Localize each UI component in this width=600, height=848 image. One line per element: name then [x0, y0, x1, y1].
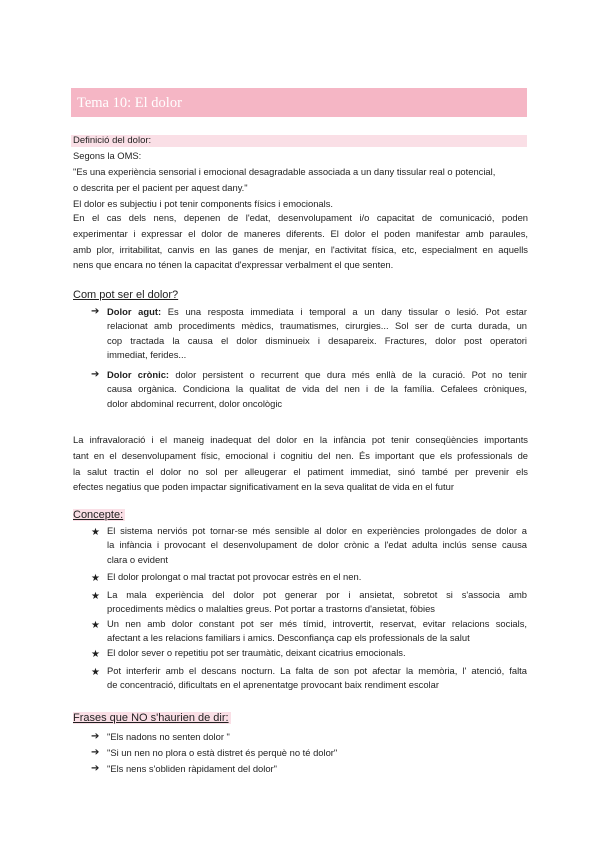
list-item-dolor-cronic [107, 368, 527, 411]
children-paragraph [73, 210, 528, 273]
text-line: cop tractada la causa el dolor disminueix i desapareix. Fractures, dolor post operatori [107, 334, 527, 346]
text-line: El sistema nerviós pot tornar-se més sensible al dolor en experiències prolongades de dolor a [107, 525, 527, 536]
text-line: El dolor prolongat o mal tractat pot provocar estrès en el nen. [107, 571, 362, 582]
text-line: El dolor sever o repetitiu pot ser traumàtic, deixant cicatrius emocionals. [107, 647, 406, 658]
text-line: "Els nadons no senten dolor " [107, 731, 230, 742]
section-heading-com-pot: Com pot ser el dolor? [73, 289, 179, 301]
title-banner [71, 88, 527, 117]
star-icon: ★ [91, 649, 100, 660]
text-line: "Si un nen no plora o està distret és perquè no té dolor" [107, 747, 338, 758]
arrow-icon: ➔ [91, 306, 100, 317]
list-item [107, 617, 527, 646]
list-item [107, 762, 527, 776]
term-label: Dolor agut: [107, 306, 162, 317]
text-line: dolor abdominal recurrent, dolor oncològic [107, 397, 283, 409]
star-icon: ★ [91, 591, 100, 602]
star-icon: ★ [91, 573, 100, 584]
text-line: immediat, ferides... [107, 348, 187, 360]
list-item [107, 746, 527, 760]
text-line: clara o evident [107, 553, 168, 565]
text-line: relacionat amb procediments mèdics, traumatismes, cirurgies... Sol ser de curta durada, un [107, 320, 527, 332]
arrow-icon: ➔ [91, 747, 100, 758]
text-line: procediments mèdics o malalties greus. Pot portar a trastorns d'ansietat, fòbies [107, 603, 435, 615]
text-line: "Els nens s'obliden ràpidament del dolor" [107, 763, 278, 774]
list-item-dolor-agut [107, 305, 527, 362]
infravaloracio-paragraph [73, 432, 528, 495]
list-item [107, 730, 527, 744]
arrow-icon: ➔ [91, 369, 100, 380]
list-item [107, 570, 527, 584]
definition-label: Definició del dolor: [73, 135, 152, 146]
subjective-line: El dolor es subjectiu i pot tenir components físics i emocionals. [73, 198, 334, 209]
term-label: Dolor crònic: [107, 369, 170, 380]
text-line: causa orgànica. Condiciona la qualitat de vida del nen i de la família. Cefalees cròniques, [107, 383, 527, 395]
text-line: dolor persistent o recurrent que dura més enllà de la curació. Pot no tenir [169, 369, 527, 380]
text-line: la salut tractin el dolor no sol per alleugerar el patiment immediat, sinó també per prevenir els [73, 465, 528, 477]
text-line: nens que encara no ténen la capacitat d'expressar verbalment el que senten. [73, 259, 394, 271]
quote-line-2: o descrita per el pacient per aquest dany." [73, 182, 248, 193]
quote-line-1: "Es una experiència sensorial i emocional desagradable associada a un dany tissular real o potencial, [73, 166, 496, 177]
text-line: de concentració, dificultats en el aprenentatge provocant baix rendiment escolar [107, 679, 439, 691]
text-line: tant en el desenvolupament físic, emocional i cognitiu del nen. És important que els professionals de [73, 449, 528, 461]
page-title: Tema 10: El dolor [77, 95, 182, 111]
text-line: Pot interferir amb el descans nocturn. La falta de son pot afectar la memòria, l' atenció, falta [107, 665, 527, 676]
arrow-icon: ➔ [91, 731, 100, 742]
arrow-icon: ➔ [91, 763, 100, 774]
text-line: afectant a les relacions familiars i amics. Desconfiança cap els professionals de la salut [107, 632, 470, 644]
oms-line: Segons la OMS: [73, 150, 142, 161]
section-heading-concepte: Concepte: [73, 509, 124, 521]
text-line: Un nen amb dolor constant pot ser més tímid, introvertit, reservat, evitar relacions socials, [107, 618, 527, 629]
text-line: La mala experiència del dolor pot generar por i ansietat, sobretot si s'associa amb [107, 589, 527, 600]
text-line: amb plor, irritabilitat, canvis en las ganes de menjar, en l'activitat física, etc, especialment en aquells [73, 243, 528, 255]
text-line: Es una resposta immediata i temporal a un dany tissular o lesió. Pot estar [161, 306, 527, 317]
list-item [107, 664, 527, 693]
text-line: efectes negatius que poden impactar significativament en la seva qualitat de vida en el futur [73, 481, 454, 493]
star-icon: ★ [91, 667, 100, 678]
star-icon: ★ [91, 620, 100, 631]
definition-label-bar [71, 135, 527, 147]
list-item [107, 524, 527, 567]
text-line: experimentar i expressar el dolor de maneres diferents. El dolor el poden manifestar amb paraules, [73, 227, 528, 239]
text-line: la infància i provocant el desenvolupament de dolor crònic a l'edat adulta inclús sense causa [107, 539, 527, 551]
text-line: La infravaloració i el maneig inadequat del dolor en la infància pot tenir conseqüències importants [73, 434, 528, 445]
star-icon: ★ [91, 527, 100, 538]
list-item [107, 646, 527, 660]
section-heading-frases: Frases que NO s'haurien de dir: [73, 712, 229, 724]
text-line: En el cas dels nens, depenen de l'edat, desenvolupament i/o capacitat de comunicació, poden [73, 212, 528, 223]
list-item [107, 588, 527, 617]
